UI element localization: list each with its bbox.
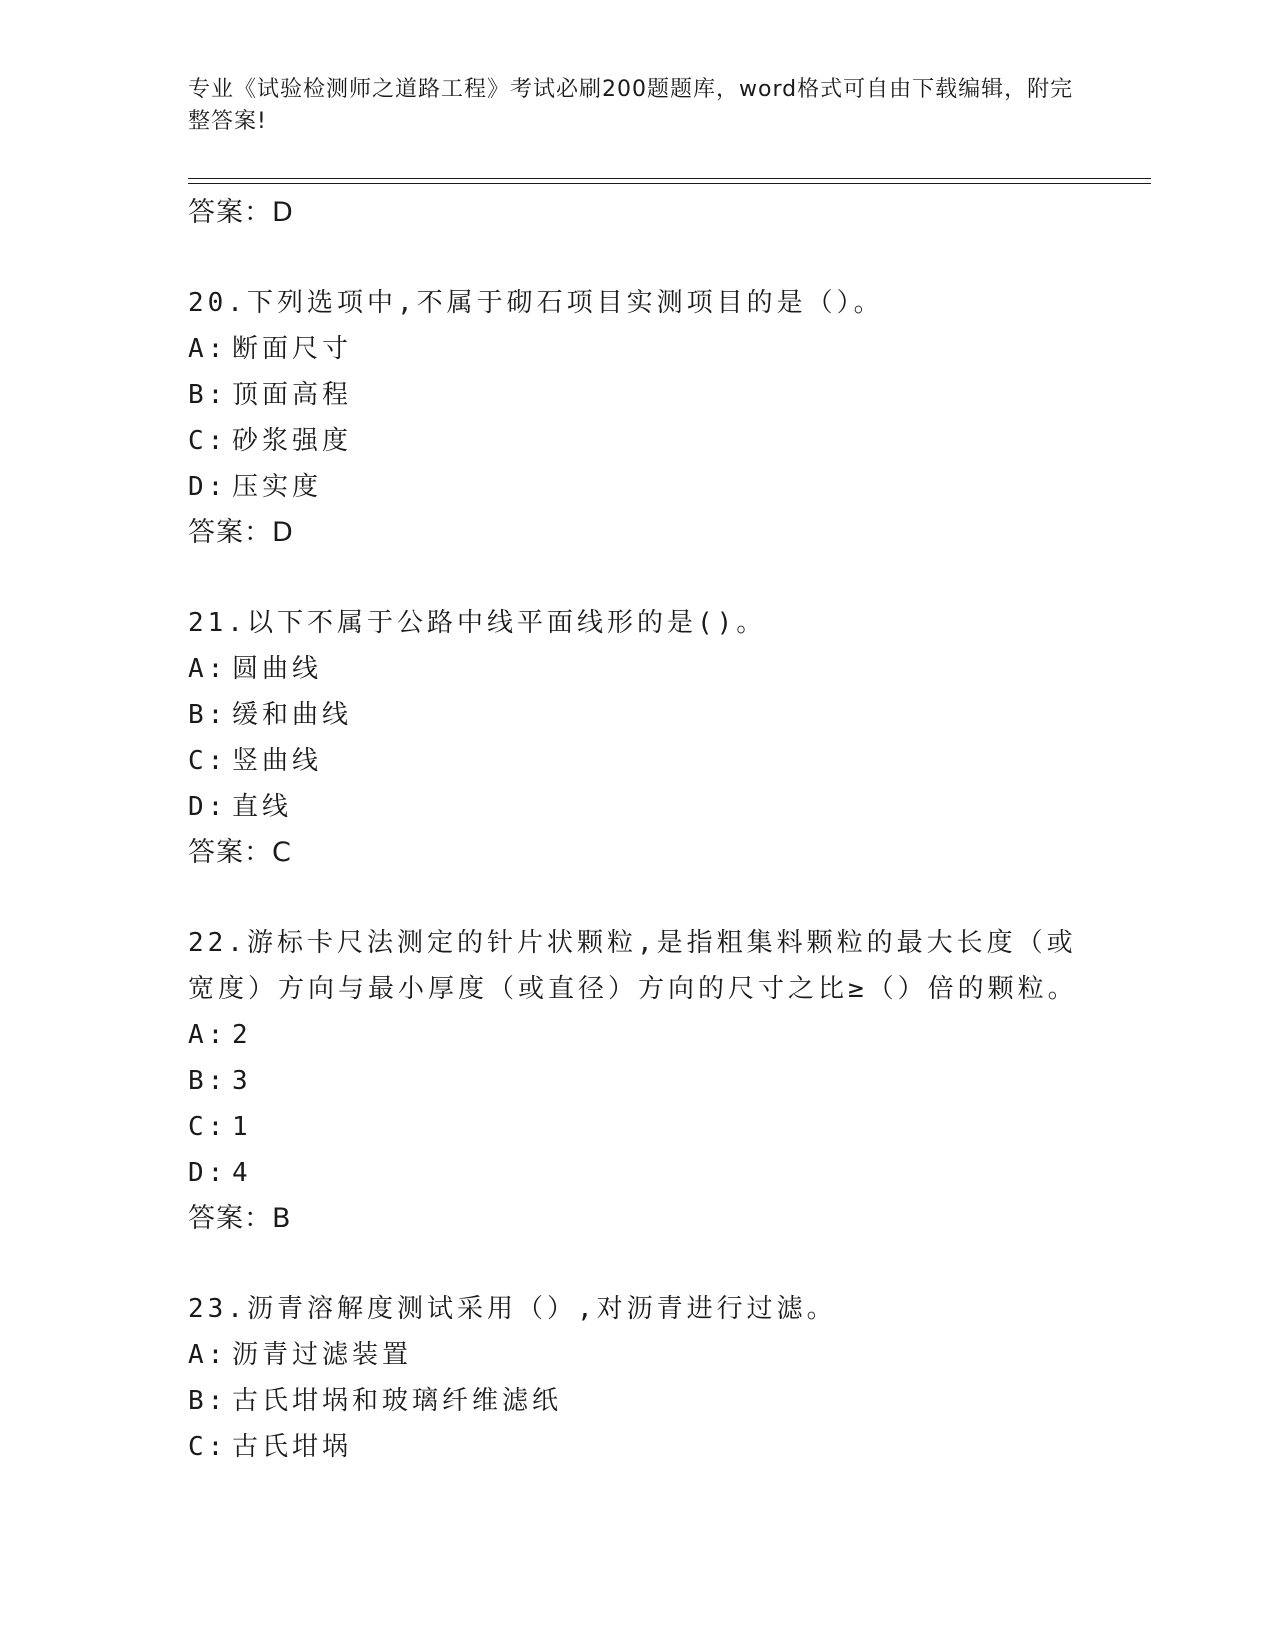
option-a: A: 断面尺寸 [188,334,353,364]
option-b: B: 顶面高程 [188,380,353,410]
question-list [188,190,1088,1470]
question-text: 22.游标卡尺法测定的针片状颗粒,是指粗集料颗粒的最大长度（或宽度）方向与最小厚度（或直径）方向的尺寸之比≥（）倍的颗粒。 [188,928,1078,1004]
answer-line: 答案：D [188,197,294,228]
option-c: C: 1 [188,1112,252,1142]
option-d: D: 4 [188,1158,252,1188]
option-d: D: 直线 [188,792,293,822]
option-c: C: 古氏坩埚 [188,1432,353,1462]
question-text: 20.下列选项中,不属于砌石项目实测项目的是（）。 [188,288,884,318]
option-a: A: 沥青过滤装置 [188,1340,413,1370]
header-divider-top [188,178,1151,179]
answer-line: 答案：B [188,1203,292,1234]
option-b: B: 3 [188,1066,252,1096]
option-c: C: 竖曲线 [188,746,323,776]
question-item [188,1286,1088,1470]
answer-line: 答案：C [188,837,292,868]
option-a: A: 2 [188,1020,252,1050]
document-header: 专业《试验检测师之道路工程》考试必刷200题题库，word格式可自由下载编辑，附完整答案! [188,77,1074,134]
option-c: C: 砂浆强度 [188,426,353,456]
header-divider-bottom [188,183,1151,184]
question-item [188,280,1088,556]
question-item [188,600,1088,876]
question-text: 23.沥青溶解度测试采用（）,对沥青进行过滤。 [188,1294,837,1324]
question-text: 21.以下不属于公路中线平面线形的是()。 [188,608,767,638]
option-b: B: 古氏坩埚和玻璃纤维滤纸 [188,1386,563,1416]
option-d: D: 压实度 [188,472,323,502]
option-a: A: 圆曲线 [188,654,323,684]
question-item [188,920,1088,1242]
option-b: B: 缓和曲线 [188,700,353,730]
answer-line: 答案：D [188,517,294,548]
